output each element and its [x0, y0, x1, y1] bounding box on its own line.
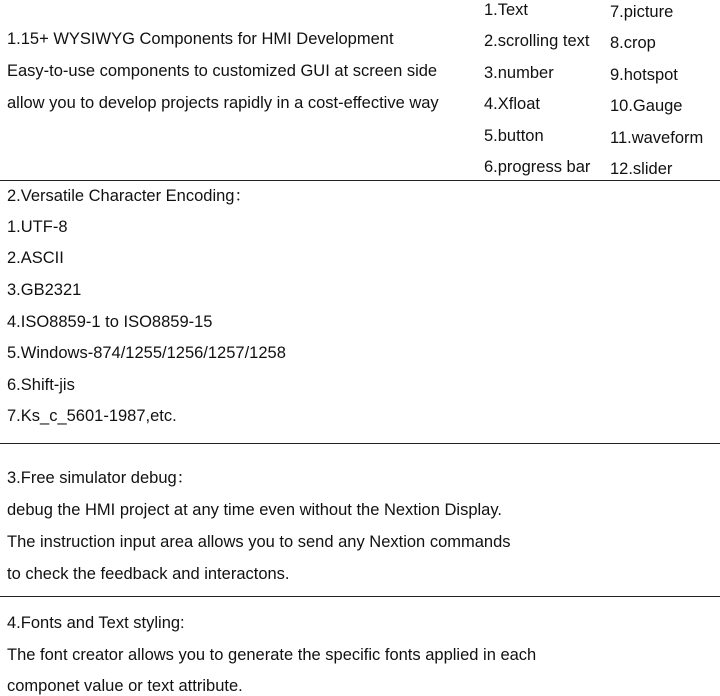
component-item: 3.number	[484, 64, 554, 82]
component-item: 8.crop	[610, 34, 656, 52]
encoding-item: 5.Windows-874/1255/1256/1257/1258	[7, 344, 286, 362]
section2-heading: 2.Versatile Character Encoding：	[7, 187, 251, 205]
component-item: 2.scrolling text	[484, 32, 590, 50]
section-divider	[0, 180, 720, 181]
encoding-item: 3.GB2321	[7, 281, 82, 299]
encoding-item: 1.UTF-8	[7, 218, 68, 236]
encoding-item: 6.Shift-jis	[7, 376, 75, 394]
component-item: 1.Text	[484, 1, 529, 19]
encoding-item: 4.ISO8859-1 to ISO8859-15	[7, 313, 213, 331]
section1-description-line-1: Easy-to-use components to customized GUI at screen side	[7, 62, 438, 80]
section-divider	[0, 443, 720, 444]
encoding-item: 7.Ks_c_5601-1987,etc.	[7, 407, 177, 425]
component-item: 11.waveform	[610, 129, 704, 147]
simulator-line: to check the feedback and interactons.	[7, 565, 290, 583]
section1-description-line-2: allow you to develop projects rapidly in a cost-effective way	[7, 94, 439, 112]
section-divider	[0, 596, 720, 597]
component-item: 9.hotspot	[610, 66, 678, 84]
component-item: 6.progress bar	[484, 158, 591, 176]
component-item: 10.Gauge	[610, 97, 683, 115]
component-item: 4.Xfloat	[484, 95, 540, 113]
section3-heading: 3.Free simulator debug：	[7, 469, 194, 487]
fonts-line: The font creator allows you to generate the specific fonts applied in each	[7, 646, 537, 664]
fonts-line: componet value or text attribute.	[7, 677, 243, 695]
section4-heading: 4.Fonts and Text styling:	[7, 614, 185, 632]
simulator-line: The instruction input area allows you to send any Nextion commands	[7, 533, 511, 551]
simulator-line: debug the HMI project at any time even without the Nextion Display.	[7, 501, 502, 519]
section1-heading: 1.15+ WYSIWYG Components for HMI Development	[7, 30, 394, 48]
component-item: 12.slider	[610, 160, 673, 178]
component-item: 5.button	[484, 127, 544, 145]
encoding-item: 2.ASCII	[7, 249, 64, 267]
component-item: 7.picture	[610, 3, 674, 21]
